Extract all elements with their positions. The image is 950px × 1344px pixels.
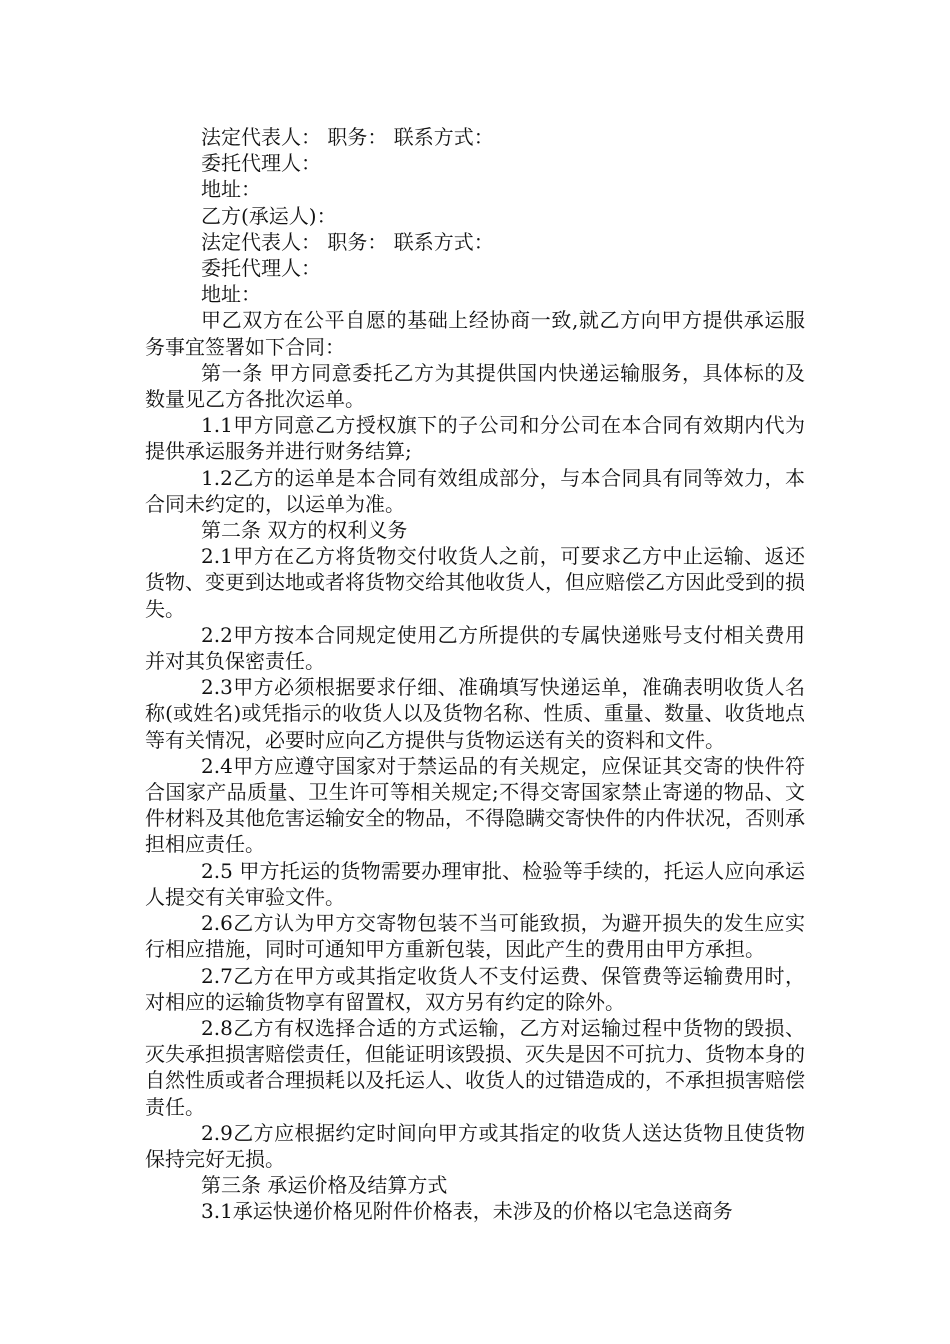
article-2-heading: 第二条 双方的权利义务 <box>201 518 408 543</box>
article-3-heading: 第三条 承运价格及结算方式 <box>201 1173 448 1198</box>
clause-2-9: 2.9乙方应根据约定时间向甲方或其指定的收货人送达货物且使货物保持完好无损。 <box>145 1120 805 1171</box>
clause-2-2: 2.2甲方按本合同规定使用乙方所提供的专属快递账号支付相关费用并对其负保密责任。 <box>145 622 805 674</box>
clause-2-4: 2.4甲方应遵守国家对于禁运品的有关规定，应保证其交寄的快件符合国家产品质量、卫生许可等相关规定;不得交寄国家禁止寄递的物品、文件材料及其他危害运输安全的物品，不得隐瞒交寄快件的内件状况，否则承担相应责任。 <box>145 753 805 857</box>
clause-1-1: 1.1甲方同意乙方授权旗下的子公司和分公司在本合同有效期内代为提供承运服务并进行财务结算; <box>145 413 805 464</box>
article-1: 第一条 甲方同意委托乙方为其提供国内快递运输服务，具体标的及数量见乙方各批次运单。 <box>145 360 805 412</box>
header-field-agent-a: 委托代理人： <box>201 151 321 176</box>
header-field-agent-b: 委托代理人： <box>201 256 321 281</box>
header-field-legal-rep-a: 法定代表人： 职务： 联系方式： <box>201 125 494 149</box>
header-field-party-b: 乙方(承运人)： <box>201 203 337 228</box>
clause-2-5: 2.5 甲方托运的货物需要办理审批、检验等手续的，托运人应向承运人提交有关审验文件。 <box>145 858 805 909</box>
header-field-address-b: 地址： <box>201 282 261 307</box>
clause-3-1: 3.1承运快递价格见附件价格表，未涉及的价格以宅急送商务 <box>201 1199 733 1224</box>
clause-2-3: 2.3甲方必须根据要求仔细、准确填写快递运单，准确表明收货人名称(或姓名)或凭指示的收货人以及货物名称、性质、重量、数量、收货地点等有关情况，必要时应向乙方提供与货物运送有关的资料和文件。 <box>145 675 805 752</box>
clause-2-6: 2.6乙方认为甲方交寄物包装不当可能致损，为避开损失的发生应实行相应措施，同时可通知甲方重新包装，因此产生的费用由甲方承担。 <box>145 911 805 962</box>
clause-2-1: 2.1甲方在乙方将货物交付收货人之前，可要求乙方中止运输、返还货物、变更到达地或者将货物交给其他收货人，但应赔偿乙方因此受到的损失。 <box>145 544 805 621</box>
clause-1-2: 1.2乙方的运单是本合同有效组成部分，与本合同具有同等效力，本合同未约定的，以运单为准。 <box>145 465 805 516</box>
contract-page <box>145 124 805 1225</box>
contract-preamble: 甲乙双方在公平自愿的基础上经协商一致,就乙方向甲方提供承运服务事宜签署如下合同： <box>145 308 805 359</box>
header-field-address-a: 地址： <box>201 177 261 202</box>
clause-2-8: 2.8乙方有权选择合适的方式运输，乙方对运输过程中货物的毁损、灭失承担损害赔偿责任，但能证明该毁损、灭失是因不可抗力、货物本身的自然性质或者合理损耗以及托运人、收货人的过错造成的，不承担损害赔偿责任。 <box>145 1015 805 1119</box>
clause-2-7: 2.7乙方在甲方或其指定收货人不支付运费、保管费等运输费用时，对相应的运输货物享有留置权，双方另有约定的除外。 <box>145 963 805 1014</box>
header-field-legal-rep-b: 法定代表人： 职务： 联系方式： <box>201 229 494 254</box>
